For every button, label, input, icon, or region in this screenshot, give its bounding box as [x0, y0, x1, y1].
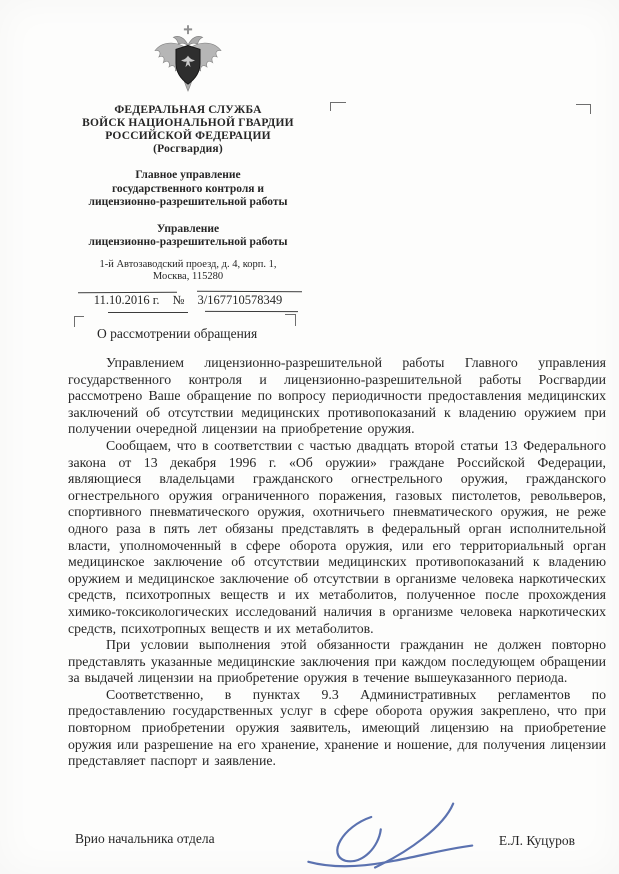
org-name-line: ВОЙСК НАЦИОНАЛЬНОЙ ГВАРДИИ [82, 117, 294, 129]
ruled-line-reply-date [205, 311, 298, 312]
handwritten-signature-icon [276, 794, 476, 874]
reference-number: 3/167710578349 [197, 292, 283, 307]
org-name [52, 104, 324, 156]
subject-zone-corner-left-icon [74, 316, 84, 327]
department-sub [52, 223, 324, 250]
body-paragraph: Сообщаем, что в соответствии с частью двадцать второй статьи 13 Федерального закона от 13 декабря 1996 г. «Об оружии» граждане Российской Федерации, являющиеся владельцами гражданского огнестрельного оружия, гражданского огнестрельного оружия ограниченного поражения, газовых пистолетов, револьверов, спортивного пневматического оружия, охотничьего пневматического оружия, не реже одного раза в пять лет обязаны представлять в федеральный орган исполнительной власти, уполномоченный в сфере оборота оружия, или его территориальный орган медицинское заключение об отсутствии медицинских противопоказаний к владению оружием и медицинское заключение об отсутствии в организме человека наркотических средств, психотропных веществ и их метаболитов, полученное после прохождения химико-токсикологических исследований наличия в организме человека наркотических средств, психотропных веществ и их метаболитов. [68, 437, 606, 636]
department-line: Управление [156, 222, 220, 235]
signer-name: Е.Л. Куцуров [498, 833, 575, 848]
org-name-line: ФЕДЕРАЛЬНАЯ СЛУЖБА [114, 104, 262, 116]
addressee-zone-corner-left-icon [330, 102, 346, 111]
address-line: Москва, 115280 [152, 270, 224, 282]
body-paragraph: Управлением лицензионно-разрешительной работы Главного управления государственного контроля и лицензионно-разрешительной работы Росгвардии рассмотрено Ваше обращение по вопросу периодичности предоставления медицинских заключений об отсутствии медицинских противопоказаний к владению оружием при получении очередной лицензии на приобретение оружия. [68, 355, 606, 437]
department-main [52, 169, 324, 210]
department-line: лицензионно-разрешительной работы [88, 196, 288, 208]
letterhead [52, 24, 324, 308]
date-reference-line [52, 293, 324, 308]
letter-body [68, 355, 606, 770]
subject-zone-corner-right-icon [285, 314, 296, 326]
department-line: лицензионно-разрешительной работы [88, 236, 288, 248]
address-line: 1-й Автозаводский проезд, д. 4, корп. 1, [99, 258, 277, 270]
addressee-zone-corner-right-icon [576, 104, 591, 114]
department-line: Главное управление [135, 169, 241, 181]
rosgvardiya-eagle-icon [150, 24, 226, 100]
postal-address [52, 259, 324, 283]
number-sign: № [172, 292, 185, 307]
letter-date: 11.10.2016 г. [93, 292, 160, 307]
emblem-wrap [52, 24, 324, 102]
ruled-line-reply-number [108, 312, 188, 313]
org-name-line: РОССИЙСКОЙ ФЕДЕРАЦИИ [105, 130, 271, 142]
department-line: государственного контроля и [111, 182, 265, 195]
signer-position: Врио начальника отдела [75, 831, 215, 846]
org-name-line: (Росгвардия) [153, 143, 223, 155]
body-paragraph: Соответственно, в пунктах 9.3 Административных регламентов по предоставлению государственных услуг в сфере оборота оружия закреплено, что при повторном приобретении оружия заявитель, имеющий лицензию на приобретение оружия или разрешение на его хранение, хранение и ношение, для получения лицензии представляет паспорт и заявление. [68, 686, 606, 769]
body-paragraph: При условии выполнения этой обязанности гражданин не должен повторно представлять указанные медицинские заключения при каждом последующем обращении за выдачей лицензии на приобретение оружия в течение вышеуказанного периода. [68, 637, 606, 686]
letter-subject: О рассмотрении обращения [97, 326, 258, 341]
